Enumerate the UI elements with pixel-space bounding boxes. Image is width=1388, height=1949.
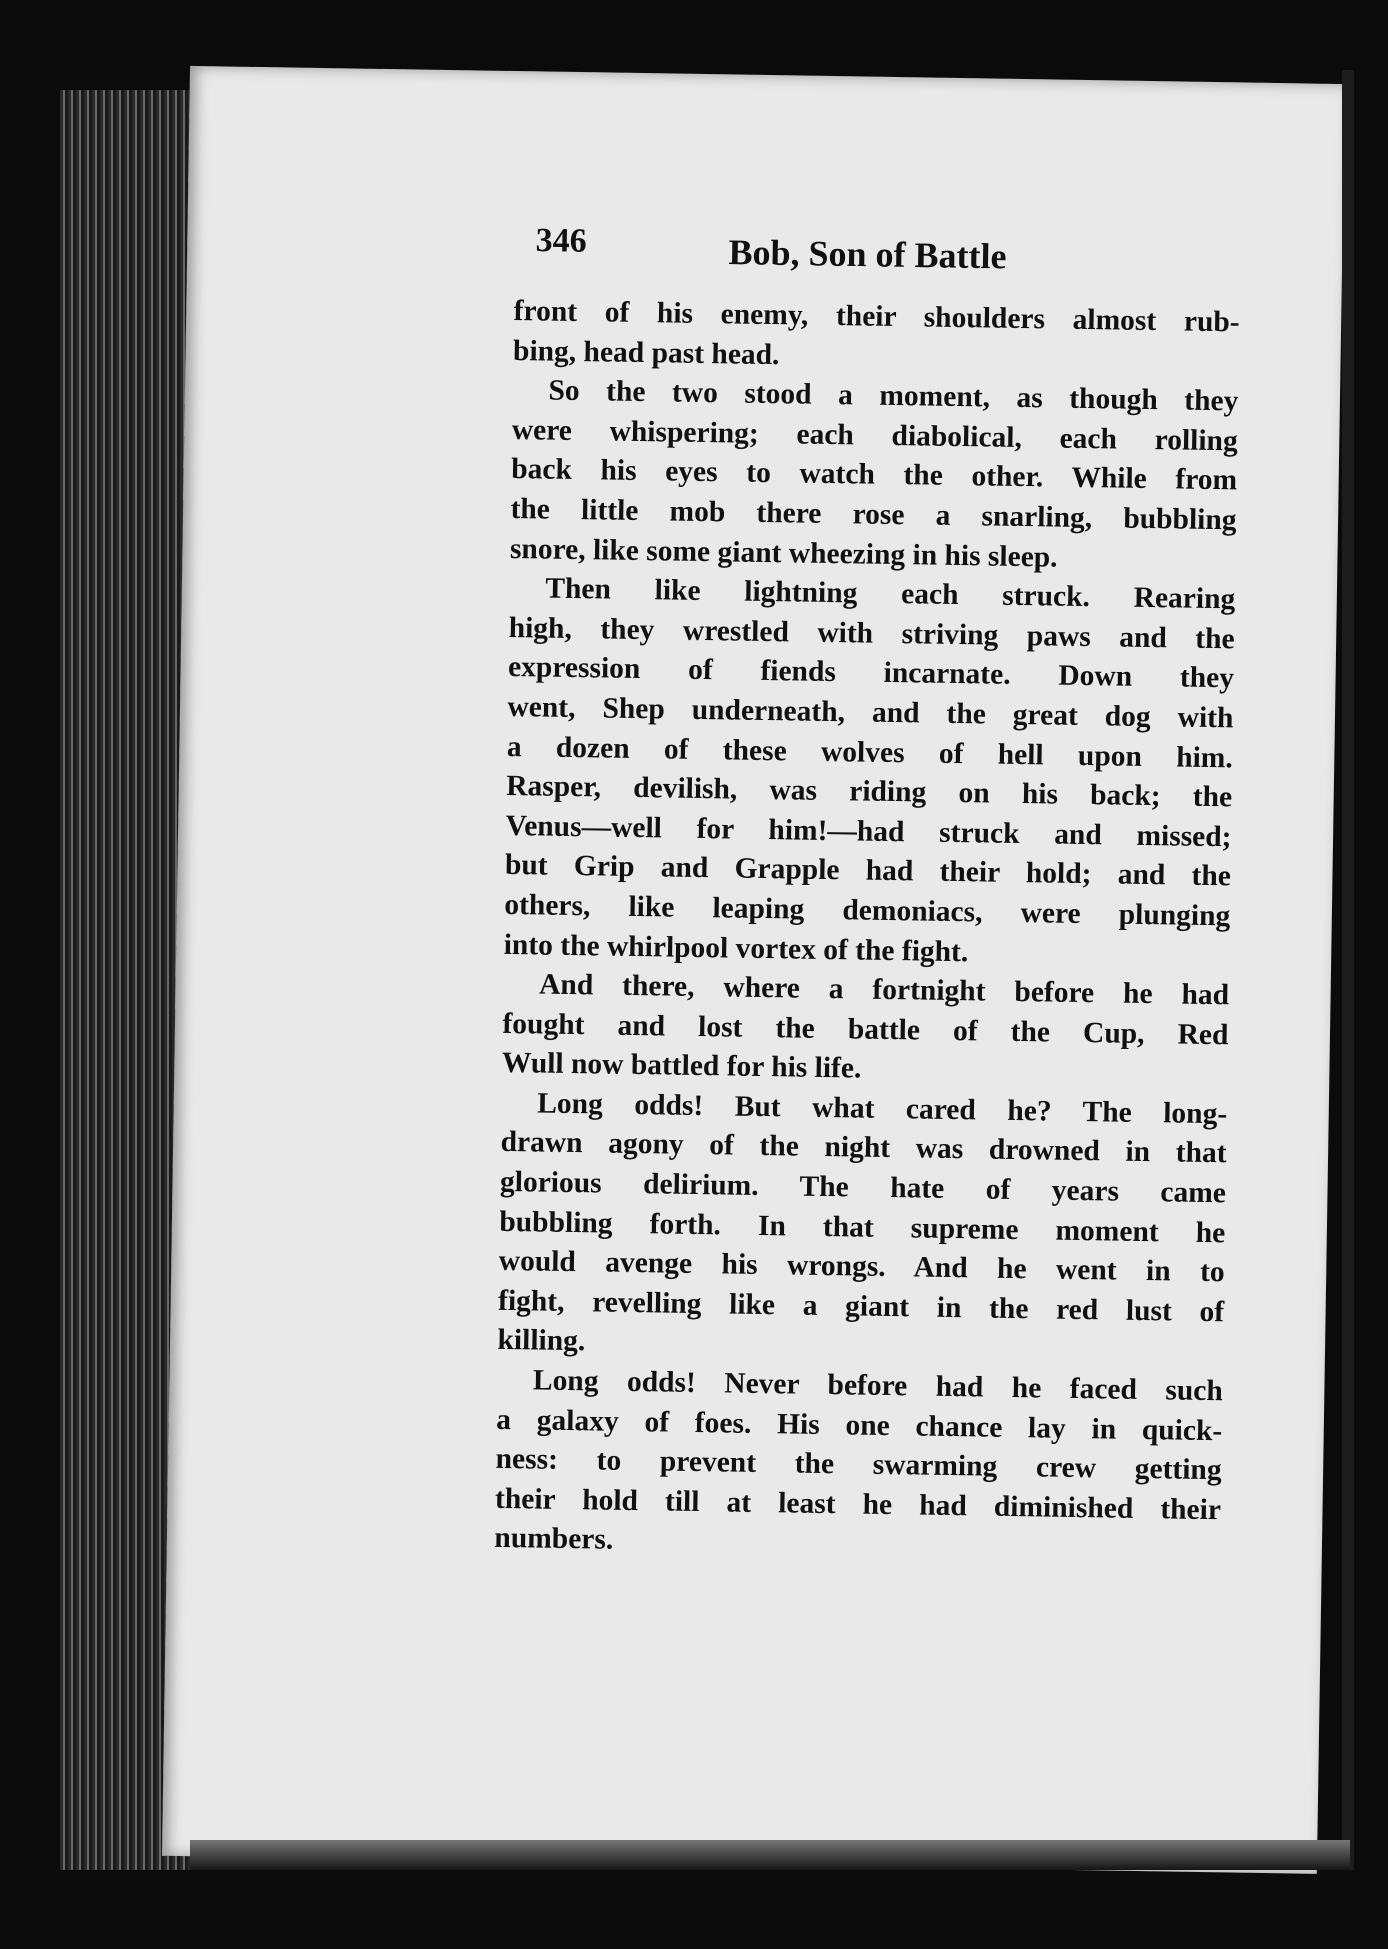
text-line: And there, where a fortnight before he had <box>538 968 1230 1012</box>
text-line: killing. <box>497 1324 586 1358</box>
text-line: bing, head past head. <box>512 334 780 371</box>
page-number: 346 <box>535 222 587 260</box>
text-line: numbers. <box>494 1522 614 1557</box>
right-page-edge <box>1342 70 1354 1870</box>
text-line: glorious delirium. The hate of years came <box>499 1165 1227 1210</box>
running-title: Bob, Son of Battle <box>728 232 1007 277</box>
text-line: back his eyes to watch the other. While from <box>510 453 1238 497</box>
text-line: but Grip and Grapple had their hold; and the <box>504 849 1232 893</box>
text-line: high, they wrestled with striving paws and the <box>508 611 1235 656</box>
text-line: into the whirlpool vortex of the fight. <box>503 928 969 968</box>
text-line: a dozen of these wolves of hell upon him. <box>506 730 1234 774</box>
text-line: front of his enemy, their shoulders almost rub- <box>513 294 1240 339</box>
text-line: their hold till at least he had diminished their <box>494 1482 1222 1527</box>
text-line: Then like lightning each struck. Rearing <box>545 572 1236 616</box>
page-header <box>535 222 1096 281</box>
text-line: fought and lost the battle of the Cup, Red <box>502 1007 1229 1051</box>
text-line: Venus—well for him!—had struck and missed; <box>505 809 1232 854</box>
text-line: others, like leaping demoniacs, were plunging <box>504 888 1231 933</box>
text-line: Wull now battled for his life. <box>501 1047 862 1085</box>
text-line: were whispering; each diabolical, each rolling <box>511 413 1238 458</box>
text-line: drawn agony of the night was drowned in that <box>500 1126 1227 1170</box>
body-text <box>494 292 1240 1570</box>
text-line: the little mob there rose a snarling, bubbling <box>510 492 1237 537</box>
text-line: Long odds! But what cared he? The long- <box>537 1087 1228 1131</box>
text-line: snore, like some giant wheezing in his sleep. <box>509 532 1058 574</box>
text-line: ness: to prevent the swarming crew getting <box>495 1443 1222 1487</box>
text-line: So the two stood a moment, as though they <box>548 374 1239 418</box>
text-line: bubbling forth. In that supreme moment he <box>499 1205 1226 1249</box>
text-line: would avenge his wrongs. And he went in to <box>498 1245 1225 1289</box>
text-line: expression of fiends incarnate. Down they <box>507 651 1235 695</box>
text-line: fight, revelling like a giant in the red lust of <box>497 1284 1225 1329</box>
text-line: a galaxy of foes. His one chance lay in quick- <box>496 1403 1223 1447</box>
text-line: went, Shep underneath, and the great dog with <box>507 690 1234 735</box>
text-line: Long odds! Never before had he faced such <box>532 1364 1224 1408</box>
bottom-shadow <box>190 1840 1350 1870</box>
text-line: Rasper, devilish, was riding on his back; the <box>505 770 1233 814</box>
